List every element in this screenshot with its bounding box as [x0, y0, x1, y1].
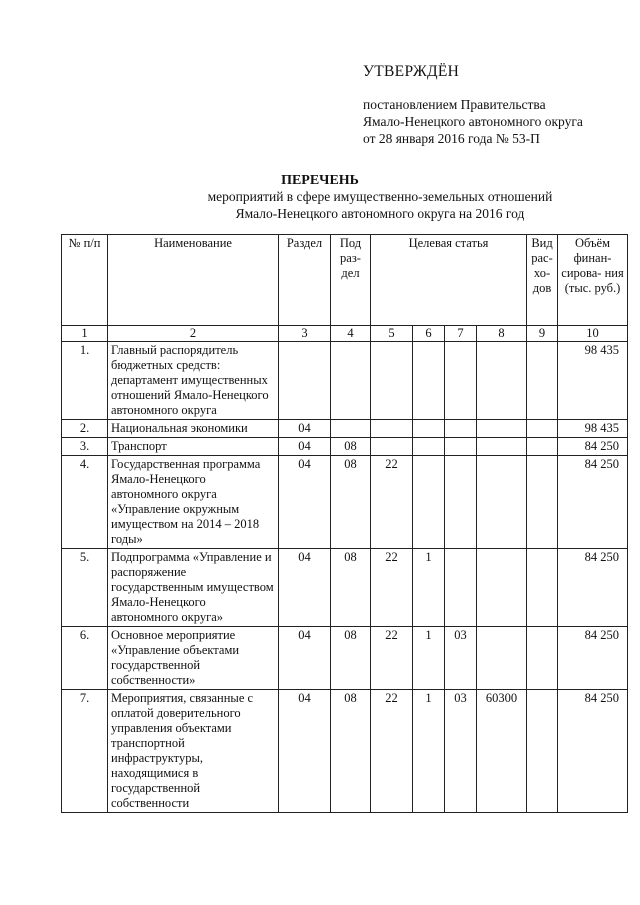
row-amount: 98 435	[558, 342, 628, 420]
column-number: 2	[108, 326, 279, 342]
row-name: Основное мероприятие «Управление объектами государственной собственности»	[108, 627, 279, 690]
column-number: 5	[371, 326, 413, 342]
header-podrazdel: Под раз- дел	[331, 235, 371, 326]
column-number: 7	[445, 326, 477, 342]
row-target-subprogram	[413, 420, 445, 438]
row-vid	[527, 690, 558, 813]
title-line-2: мероприятий в сфере имущественно-земельных отношений	[207, 189, 553, 205]
row-name: Государственная программа Ямало-Ненецкого автономного округа «Управление окружным имуществом на 2014 – 2018 годы»	[108, 456, 279, 549]
table-body	[62, 342, 628, 813]
header-target: Целевая статья	[371, 235, 527, 326]
row-target-direction	[477, 549, 527, 627]
header-volume: Объём финан- сирова- ния (тыс. руб.)	[558, 235, 628, 326]
row-name: Подпрограмма «Управление и распоряжение государственным имуществом Ямало-Ненецкого автономного округа»	[108, 549, 279, 627]
row-vid	[527, 549, 558, 627]
row-number: 5.	[62, 549, 108, 627]
table-row	[62, 690, 628, 813]
column-number: 1	[62, 326, 108, 342]
title-line-3: Ямало-Ненецкого автономного округа на 2016 год	[235, 205, 525, 221]
row-target-subprogram	[413, 456, 445, 549]
row-target-program	[371, 420, 413, 438]
row-amount: 84 250	[558, 627, 628, 690]
row-target-program: 22	[371, 627, 413, 690]
row-amount: 84 250	[558, 438, 628, 456]
row-name: Главный распорядитель бюджетных средств: департамент имущественных отношений Ямало-Ненецкого автономного округа	[108, 342, 279, 420]
row-target-measure: 03	[445, 690, 477, 813]
title-main: ПЕРЕЧЕНЬ	[281, 173, 359, 188]
row-podrazdel: 08	[331, 438, 371, 456]
row-vid	[527, 420, 558, 438]
row-podrazdel: 08	[331, 627, 371, 690]
column-number: 6	[413, 326, 445, 342]
table-row	[62, 627, 628, 690]
row-target-measure	[445, 549, 477, 627]
row-number: 6.	[62, 627, 108, 690]
approval-line-1: постановлением Правительства	[363, 97, 546, 113]
row-target-program: 22	[371, 549, 413, 627]
approval-block	[363, 62, 583, 148]
row-target-subprogram: 1	[413, 627, 445, 690]
row-amount: 84 250	[558, 456, 628, 549]
row-target-measure	[445, 456, 477, 549]
table-row	[62, 456, 628, 549]
row-target-program	[371, 438, 413, 456]
row-number: 1.	[62, 342, 108, 420]
row-target-direction	[477, 456, 527, 549]
column-number: 3	[279, 326, 331, 342]
row-target-measure	[445, 342, 477, 420]
row-target-measure	[445, 420, 477, 438]
row-target-program: 22	[371, 690, 413, 813]
row-vid	[527, 627, 558, 690]
row-number: 2.	[62, 420, 108, 438]
row-target-direction	[477, 438, 527, 456]
approval-heading: УТВЕРЖДЁН	[363, 63, 460, 80]
table-row	[62, 342, 628, 420]
column-number: 8	[477, 326, 527, 342]
row-razdel: 04	[279, 456, 331, 549]
column-number: 10	[558, 326, 628, 342]
row-podrazdel: 08	[331, 549, 371, 627]
row-razdel: 04	[279, 627, 331, 690]
row-razdel: 04	[279, 690, 331, 813]
row-number: 4.	[62, 456, 108, 549]
row-target-subprogram: 1	[413, 690, 445, 813]
row-amount: 84 250	[558, 549, 628, 627]
document-title	[0, 172, 640, 222]
column-numbers-row	[62, 326, 628, 342]
approval-line-2: Ямало-Ненецкого автономного округа	[363, 114, 583, 130]
row-vid	[527, 456, 558, 549]
row-razdel: 04	[279, 438, 331, 456]
row-name: Национальная экономики	[108, 420, 279, 438]
row-amount: 98 435	[558, 420, 628, 438]
approval-line-3: от 28 января 2016 года № 53-П	[363, 131, 540, 147]
header-vid: Вид рас- хо- дов	[527, 235, 558, 326]
column-number: 9	[527, 326, 558, 342]
row-target-program	[371, 342, 413, 420]
row-podrazdel: 08	[331, 690, 371, 813]
row-name: Транспорт	[108, 438, 279, 456]
row-razdel: 04	[279, 420, 331, 438]
measures-table	[61, 234, 628, 813]
row-target-direction	[477, 420, 527, 438]
table-row	[62, 420, 628, 438]
row-number: 3.	[62, 438, 108, 456]
row-amount: 84 250	[558, 690, 628, 813]
header-razdel: Раздел	[279, 235, 331, 326]
row-podrazdel: 08	[331, 456, 371, 549]
row-razdel: 04	[279, 549, 331, 627]
row-target-subprogram	[413, 438, 445, 456]
table-row	[62, 438, 628, 456]
row-target-direction: 60300	[477, 690, 527, 813]
row-name: Мероприятия, связанные с оплатой доверительного управления объектами транспортной инфраструктуры, находящимися в государственной собственности	[108, 690, 279, 813]
row-vid	[527, 438, 558, 456]
row-target-measure: 03	[445, 627, 477, 690]
row-podrazdel	[331, 420, 371, 438]
row-vid	[527, 342, 558, 420]
row-number: 7.	[62, 690, 108, 813]
table-row	[62, 549, 628, 627]
header-name: Наименование	[108, 235, 279, 326]
column-number: 4	[331, 326, 371, 342]
row-razdel	[279, 342, 331, 420]
row-target-measure	[445, 438, 477, 456]
row-target-subprogram	[413, 342, 445, 420]
header-num: № п/п	[62, 235, 108, 326]
row-target-program: 22	[371, 456, 413, 549]
row-podrazdel	[331, 342, 371, 420]
row-target-subprogram: 1	[413, 549, 445, 627]
row-target-direction	[477, 342, 527, 420]
row-target-direction	[477, 627, 527, 690]
